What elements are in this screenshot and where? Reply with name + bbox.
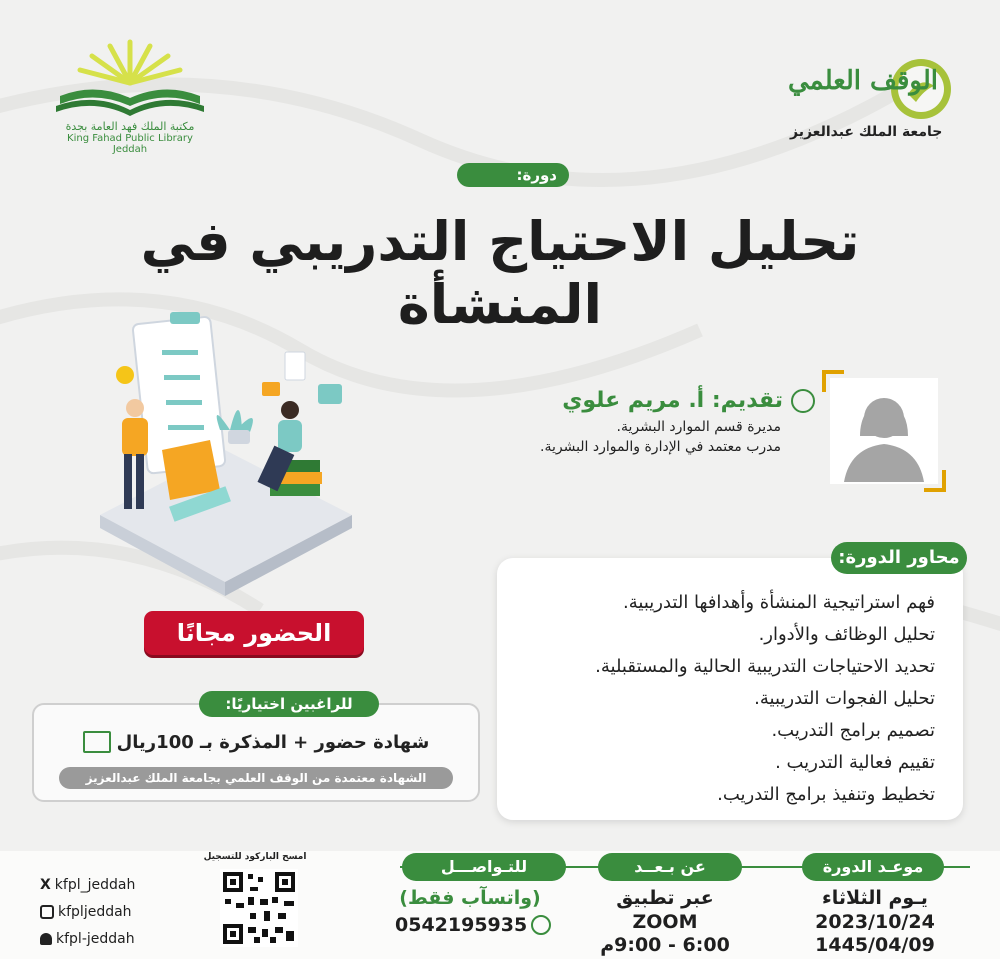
library-name-ar: مكتبة الملك فهد العامة بجدة: [65, 120, 195, 133]
remote-platform: ZOOM: [632, 911, 698, 933]
social-instagram-handle: kfpljeddah: [58, 904, 132, 920]
certificate-offer: شهادة حضور + المذكرة بـ 100ريال: [116, 731, 430, 753]
instagram-icon: [40, 905, 54, 919]
library-logo: [50, 38, 210, 155]
free-attendance-badge: الحضور مجانًا: [144, 611, 364, 655]
footer: [0, 851, 1000, 959]
topic-item: تخطيط وتنفيذ برامج التدريب.: [717, 784, 935, 805]
training-illustration: [90, 300, 360, 600]
presenter-avatar: [830, 378, 938, 484]
remote-app: عبر تطبيق: [616, 887, 714, 909]
presenter-bullet: مديرة قسم الموارد البشرية.: [616, 419, 781, 435]
contact-phone[interactable]: 0542195935: [395, 914, 528, 936]
social-instagram[interactable]: [40, 904, 132, 920]
topic-item: تقييم فعالية التدريب .: [775, 752, 935, 773]
x-icon: X: [40, 877, 51, 893]
presenter-photo-frame: [822, 370, 946, 492]
qr-code[interactable]: [220, 869, 298, 947]
whatsapp-icon: [531, 915, 551, 935]
waqf-logo: [770, 52, 970, 152]
library-logo-icon: [50, 38, 210, 118]
person-silhouette-icon: [830, 378, 938, 484]
topic-item: تحليل الفجوات التدريبية.: [754, 688, 935, 709]
certificate-icon: [83, 731, 111, 753]
topic-item: تصميم برامج التدريب.: [771, 720, 935, 741]
optional-header: للراغبين اختياريًا:: [199, 691, 379, 717]
library-name-en: King Fahad Public Library Jeddah: [67, 133, 193, 155]
optional-box: [32, 695, 480, 802]
date-gregorian: 2023/10/24: [815, 911, 935, 933]
contact-label: للتـواصـــل: [402, 853, 566, 881]
social-x-handle: kfpl_jeddah: [54, 877, 136, 893]
presenter-bullets: [440, 419, 815, 455]
topic-item: فهم استراتيجية المنشأة وأهدافها التدريبية.: [623, 592, 935, 613]
contact-row: [395, 914, 555, 936]
social-x[interactable]: [40, 877, 135, 893]
microphone-icon: [791, 389, 815, 413]
waqf-name: الوقف العلمي: [788, 66, 938, 96]
contact-note: (واتسآب فقط): [399, 887, 541, 909]
course-title: تحليل الاحتياج التدريبي في المنشأة: [140, 210, 860, 336]
remote-time: 6:00 - 9:00م: [600, 934, 730, 956]
social-snapchat-handle: kfpl-jeddah: [56, 931, 135, 947]
date-hijri: 1445/04/09: [815, 934, 935, 956]
course-tag: دورة:: [457, 163, 569, 187]
presenter-bullet: مدرب معتمد في الإدارة والموارد البشرية.: [540, 439, 781, 455]
certificate-note: الشهادة معتمدة من الوقف العلمي بجامعة الملك عبدالعزيز: [59, 767, 453, 789]
date-day: يـوم الثلاثاء: [822, 887, 928, 909]
remote-label: عن بـعــد: [598, 853, 742, 881]
date-label: موعـد الدورة: [802, 853, 944, 881]
topics-card: [497, 547, 963, 820]
university-name: جامعة الملك عبدالعزيز: [790, 124, 943, 140]
topic-item: تحديد الاحتياجات التدريبية الحالية والمستقبلية.: [595, 656, 935, 677]
topic-item: تحليل الوظائف والأدوار.: [758, 624, 935, 645]
topics-header: محاور الدورة:: [831, 542, 967, 574]
presenter-info: [440, 388, 815, 459]
social-snapchat[interactable]: [40, 931, 135, 947]
snapchat-icon: [40, 933, 52, 945]
qr-label: امسح الباركود للتسجيل: [203, 852, 307, 862]
presenter-label: تقديم: أ. مريم علوي: [562, 388, 783, 413]
topics-list: [497, 592, 963, 816]
